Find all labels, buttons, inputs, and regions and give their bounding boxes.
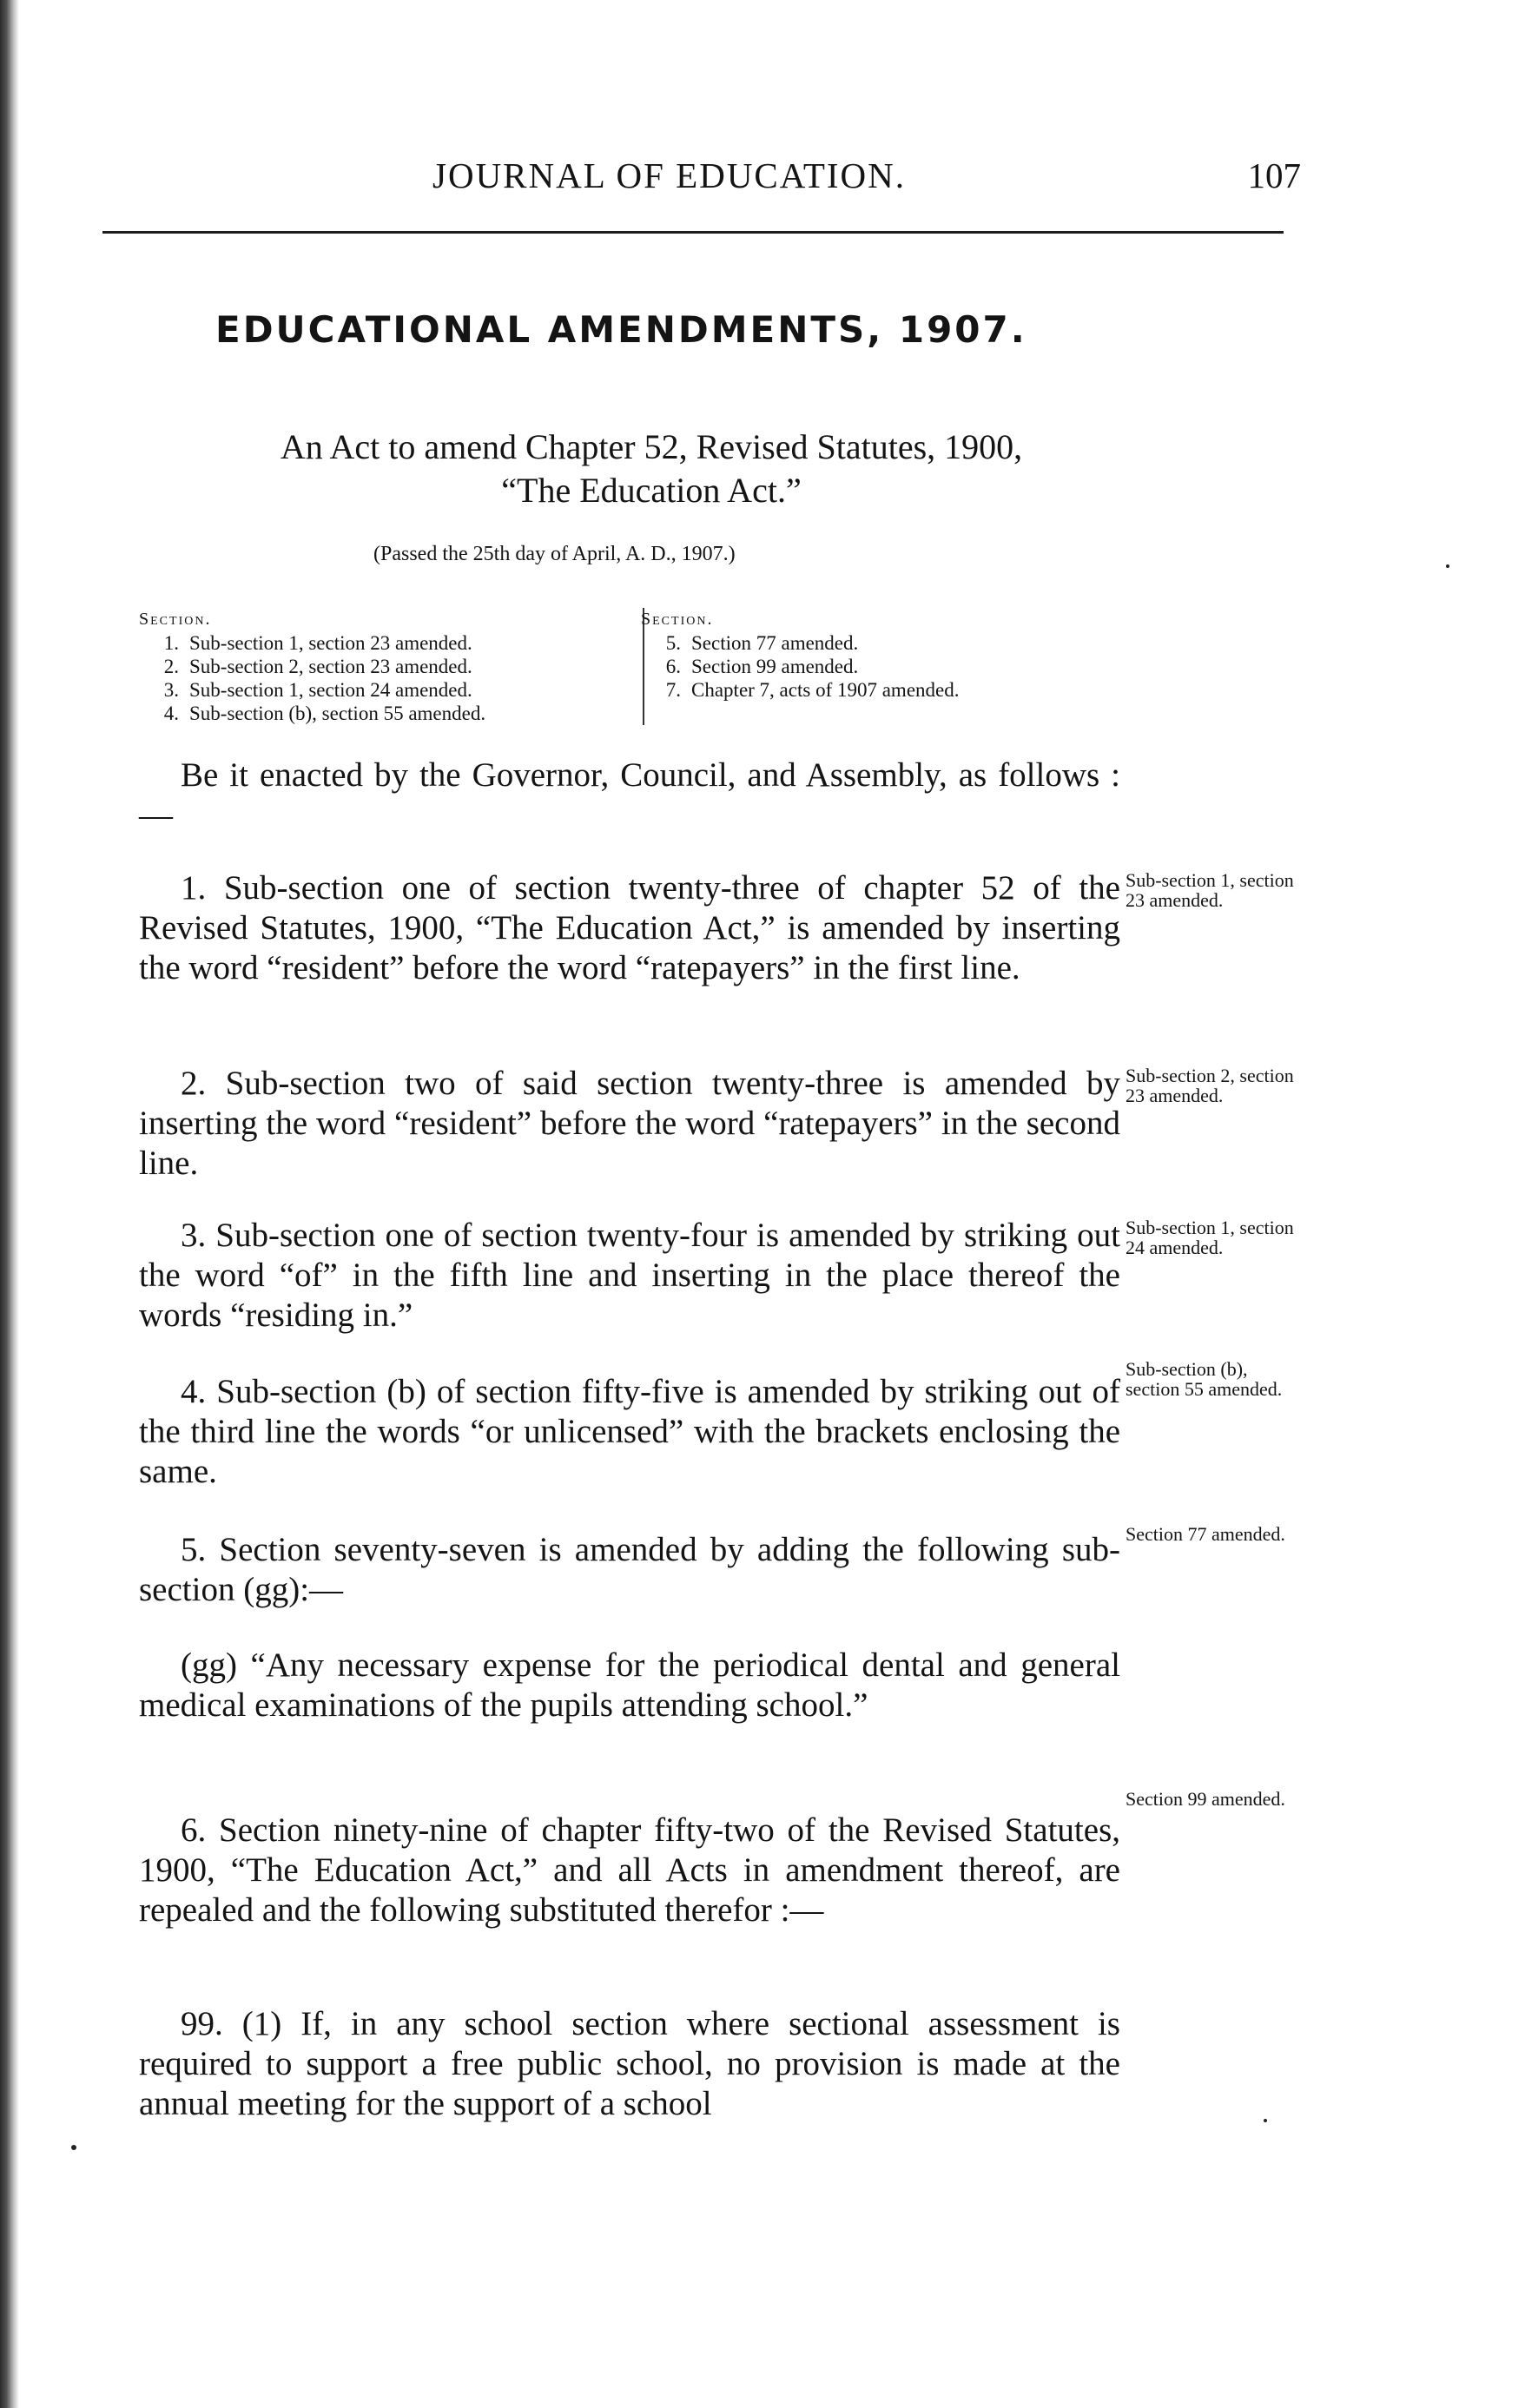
section-4-text: 4. Sub-section (b) of section fifty-five is amended by striking out of the third line the words “or unlicensed” with the brackets enclosing the same. xyxy=(139,1373,1120,1490)
article-title: EDUCATIONAL AMENDMENTS, 1907. xyxy=(215,308,1027,351)
toc-text: Chapter 7, acts of 1907 amended. xyxy=(691,679,960,701)
journal-title: JOURNAL OF EDUCATION. xyxy=(432,155,907,195)
toc-number: 3. xyxy=(163,679,179,701)
contents-heading-right: Section. xyxy=(641,610,714,629)
act-title-line-2: “The Education Act.” xyxy=(501,471,802,510)
scan-speck xyxy=(1446,564,1449,568)
subsection-gg-text: (gg) “Any necessary expense for the periodical dental and general medical examinations of the pupils attending school.” xyxy=(139,1646,1120,1724)
toc-number: 7. xyxy=(665,679,681,701)
header-rule xyxy=(102,231,1284,234)
margin-note-section-2: Sub-section 2, section 23 amended. xyxy=(1126,1065,1294,1106)
list-item xyxy=(641,631,1093,655)
list-item xyxy=(641,678,1093,702)
section-1-text: 1. Sub-section one of section twenty-three of chapter 52 of the Revised Statutes, 1900, “The Education Act,” is amended by inserting the word “resident” before the word “ratepayers” in the first line. xyxy=(139,869,1120,986)
toc-text: Section 77 amended. xyxy=(691,632,859,654)
scanned-page-edge xyxy=(0,0,19,2408)
list-item xyxy=(139,702,625,725)
margin-note-section-1: Sub-section 1, section 23 amended. xyxy=(1126,869,1294,911)
margin-note-section-3: Sub-section 1, section 24 amended. xyxy=(1126,1217,1294,1258)
contents-column-left xyxy=(139,608,644,725)
running-head xyxy=(102,155,1301,215)
page-number: 107 xyxy=(1247,155,1301,195)
scan-speck xyxy=(1264,2119,1267,2122)
scan-speck xyxy=(71,2145,76,2150)
margin-note-section-5: Section 77 amended. xyxy=(1126,1523,1285,1545)
toc-number: 1. xyxy=(163,632,179,654)
toc-text: Sub-section 1, section 24 amended. xyxy=(189,679,472,701)
list-item xyxy=(139,678,625,702)
contents-heading-left: Section. xyxy=(139,610,212,629)
toc-number: 4. xyxy=(163,703,179,724)
toc-number: 5. xyxy=(665,632,681,654)
section-2-text: 2. Sub-section two of said section twenty-three is amended by inserting the word “resident” before the word “ratepayers” in the second line. xyxy=(139,1065,1120,1182)
table-of-contents xyxy=(139,608,1094,729)
toc-text: Sub-section 1, section 23 amended. xyxy=(189,632,472,654)
contents-column-right xyxy=(641,608,1093,702)
section-99-text: 99. (1) If, in any school section where sectional assessment is required to support a free public school, no provision is made at the annual meeting for the support of a school xyxy=(139,2005,1120,2122)
section-3-text: 3. Sub-section one of section twenty-four is amended by striking out the word “of” in the fifth line and inserting in the place thereof the words “residing in.” xyxy=(139,1217,1120,1334)
act-title xyxy=(139,426,1164,512)
list-item xyxy=(139,655,625,678)
enacting-clause: Be it enacted by the Governor, Council, and Assembly, as follows :— xyxy=(139,756,1120,834)
margin-note-section-4: Sub-section (b), section 55 amended. xyxy=(1126,1358,1283,1400)
section-5-text: 5. Section seventy-seven is amended by adding the following sub-section (gg):— xyxy=(139,1531,1120,1608)
toc-number: 2. xyxy=(163,656,179,677)
toc-number: 6. xyxy=(665,656,681,677)
margin-note-section-6: Section 99 amended. xyxy=(1126,1788,1285,1810)
list-item xyxy=(139,631,625,655)
list-item xyxy=(641,655,1093,678)
toc-text: Section 99 amended. xyxy=(691,656,859,677)
toc-text: Sub-section (b), section 55 amended. xyxy=(189,703,486,724)
act-title-line-1: An Act to amend Chapter 52, Revised Statutes, 1900, xyxy=(280,427,1023,466)
section-6-text: 6. Section ninety-nine of chapter fifty-two of the Revised Statutes, 1900, “The Education Act,” and all Acts in amendment thereof, are repealed and the following substituted therefor :— xyxy=(139,1811,1120,1929)
passed-date: (Passed the 25th day of April, A. D., 1907.) xyxy=(373,543,736,565)
toc-text: Sub-section 2, section 23 amended. xyxy=(189,656,472,677)
